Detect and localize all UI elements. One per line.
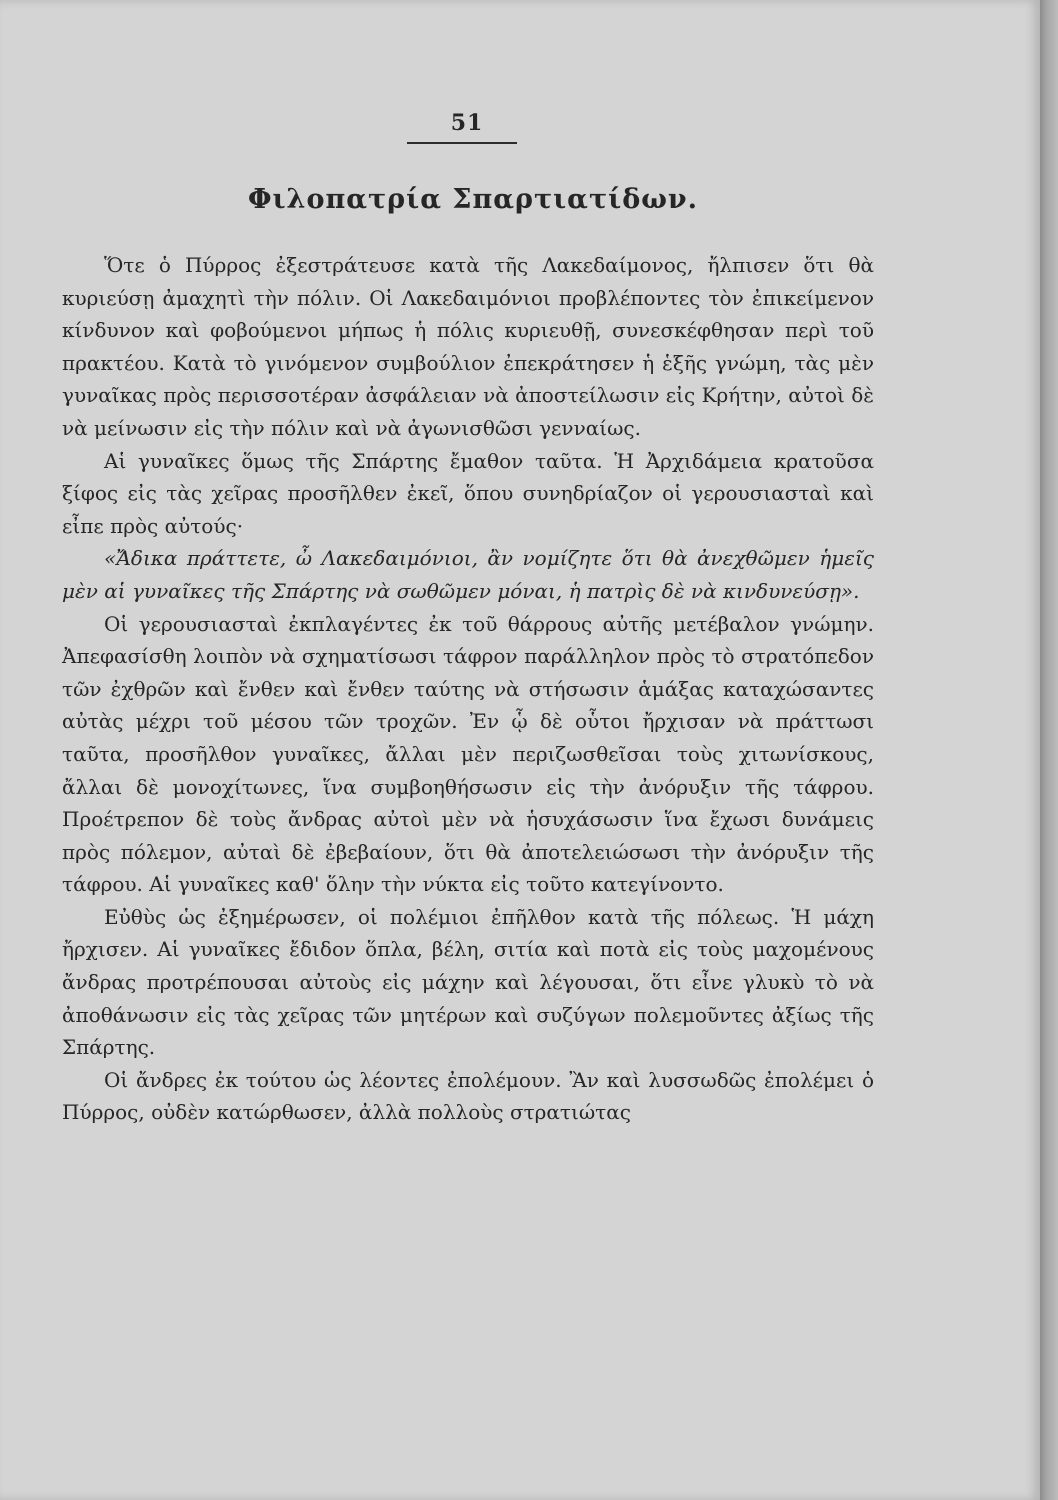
chapter-title: Φιλοπατρία Σπαρτιατίδων. xyxy=(247,184,699,215)
paragraph-1: Ὅτε ὁ Πύρρος ἐξεστράτευσε κατὰ τῆς Λακεδαίμονος, ἤλπισεν ὅτι θὰ κυριεύσῃ ἀμαχητὶ τὴν πόλιν. Οἱ Λακεδαιμόνιοι προβλέποντες τὸν ἐπικείμενον κίνδυνον καὶ φοβούμενοι μήπως ἡ πόλις κυριευθῇ, συνεσκέφθησαν περὶ τοῦ πρακτέου. Κατὰ τὸ γινόμενον συμβούλιον ἐπεκράτησεν ἡ ἑξῆς γνώμη, τὰς μὲν γυναῖκας πρὸς περισσοτέραν ἀσφάλειαν νὰ ἀποστείλωσιν εἰς Κρήτην, αὐτοὶ δὲ νὰ μείνωσιν εἰς τὴν πόλιν καὶ νὰ ἀγωνισθῶσι γενναίως. xyxy=(62,253,874,440)
page-number-rule xyxy=(407,142,517,144)
paragraph-6: Οἱ ἄνδρες ἐκ τούτου ὡς λέοντες ἐπολέμουν. Ἂν καὶ λυσσωδῶς ἐπολέμει ὁ Πύρρος, οὐδὲν κατώρθωσεν, ἀλλὰ πολλοὺς στρατιώτας xyxy=(62,1067,874,1125)
paragraph-5: Εὐθὺς ὡς ἐξημέρωσεν, οἱ πολέμιοι ἐπῆλθον κατὰ τῆς πόλεως. Ἡ μάχη ἤρχισεν. Αἱ γυναῖκες ἔδιδον ὅπλα, βέλη, σιτία καὶ ποτὰ εἰς τοὺς μαχομένους ἄνδρας προτρέπουσαι αὐτοὺς εἰς μάχην καὶ λέγουσαι, ὅτι εἶνε γλυκὺ τὸ νὰ ἀποθάνωσιν εἰς τὰς χεῖρας τῶν μητέρων καὶ συζύγων πολεμοῦντες ἀξίως τῆς Σπάρτης. xyxy=(62,904,874,1060)
paragraph-2: Αἱ γυναῖκες ὅμως τῆς Σπάρτης ἔμαθον ταῦτα. Ἡ Ἀρχιδάμεια κρατοῦσα ξίφος εἰς τὰς χεῖρας προσῆλθεν ἐκεῖ, ὅπου συνηδρίαζον οἱ γερουσιασταὶ καὶ εἶπε πρὸς αὐτούς· xyxy=(62,448,874,538)
paragraph-3-quote: «Ἄδικα πράττετε, ὦ Λακεδαιμόνιοι, ἂν νομίζητε ὅτι θὰ ἀνεχθῶμεν ἡμεῖς μὲν αἱ γυναῖκες τῆς Σπάρτης νὰ σωθῶμεν μόναι, ἡ πατρὶς δὲ νὰ κινδυνεύσῃ». xyxy=(62,546,874,603)
paragraph-4: Οἱ γερουσιασταὶ ἐκπλαγέντες ἐκ τοῦ θάρρους αὐτῆς μετέβαλον γνώμην. Ἀπεφασίσθη λοιπὸν νὰ σχηματίσωσι τάφρον παράλληλον πρὸς τὸ στρατόπεδον τῶν ἐχθρῶν καὶ ἔνθεν καὶ ἔνθεν ταύτης νὰ στήσωσιν ἁμάξας καταχώσαντες αὐτὰς μέχρι τοῦ μέσου τῶν τροχῶν. Ἐν ᾧ δὲ οὗτοι ἤρχισαν νὰ πράττωσι ταῦτα, προσῆλθον γυναῖκες, ἄλλαι μὲν περιζωσθεῖσαι τοὺς χιτωνίσκους, ἄλλαι δὲ μονοχίτωνες, ἵνα συμβοηθήσωσιν εἰς τὴν ἀνόρυξιν τῆς τάφρου. Προέτρεπον δὲ τοὺς ἄνδρας αὐτοὶ μὲν νὰ ἡσυχάσωσιν ἵνα ἔχωσι δυνάμεις πρὸς πόλεμον, αὐταὶ δὲ ἐβεβαίουν, ὅτι θὰ ἀποτελειώσωσι τὴν ἀνόρυξιν τῆς τάφρου. Αἱ γυναῖκες καθ' ὅλην τὴν νύκτα εἰς τοῦτο κατεγίνοντο. xyxy=(62,611,874,897)
body-text xyxy=(62,249,874,1129)
page-number: 51 xyxy=(450,110,484,136)
page-content xyxy=(62,110,874,1129)
page-edge-shadow xyxy=(1040,0,1058,1500)
